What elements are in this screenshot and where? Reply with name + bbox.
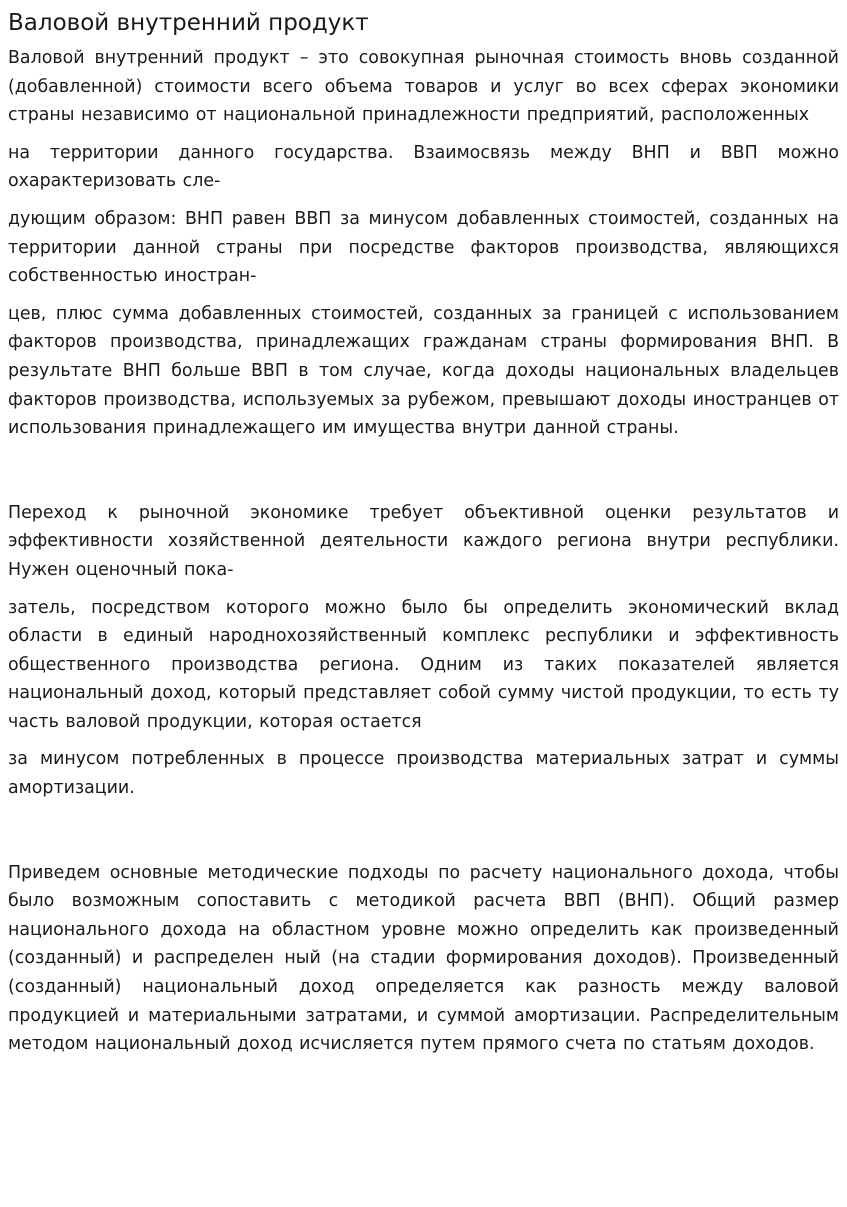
paragraph-gnp-comparison: цев, плюс сумма добавленных стоимостей, созданных за границей с использованием факторов производства, принадлежащих гражданам страны формирования ВНП. В результате ВНП больше ВВП в том случае, когда доходы национальных владельцев факторов производства, используемых за рубежом, превышают доходы иностранцев от использования принадлежащего им имущества внутри данной страны.: [8, 303, 839, 439]
paragraph-gdp-definition: Валовой внутренний продукт – это совокупная рыночная стоимость вновь созданной (добавленной) стоимости всего объема товаров и услуг во всех сферах экономики страны независимо от национальной принадлежности предприятий, расположенных: [8, 48, 839, 126]
paragraph-material-costs: за минусом потребленных в процессе производства материальных затрат и суммы амортизации.: [8, 749, 839, 799]
paragraph-national-income: затель, посредством которого можно было бы определить экономический вклад области в единый народнохозяйственный комплекс республики и эффективность общественного производства региона. Одним из таких показателей является национальный доход, который представляет собой сумму чистой продукции, то есть ту часть валовой продукции, которая остается: [8, 597, 839, 732]
page-title: Валовой внутренний продукт: [8, 10, 369, 36]
section-spacer: [8, 812, 839, 859]
section-spacer: [8, 452, 839, 499]
paragraph-methodology: Приведем основные методические подходы по расчету национального дохода, чтобы было возможным сопоставить с методикой расчета ВВП (ВНП). Общий размер национального дохода на областном уровне можно определить как произведенный (созданный) и распределен ный (на стадии формирования доходов). Произведенный (созданный) национальный доход определяется как разность между валовой продукцией и материальными затратами, и суммой амортизации. Распределительным методом национальный доход исчисляется путем прямого счета по статьям доходов.: [8, 862, 839, 1055]
paragraph-gnp-gdp-relation: на территории данного государства. Взаимосвязь между ВНП и ВВП можно охарактеризовать сле-: [8, 142, 839, 192]
paragraph-market-transition: Переход к рыночной экономике требует объективной оценки результатов и эффективности хозяйственной деятельности каждого региона внутри республики. Нужен оценочный пока-: [8, 502, 839, 580]
paragraph-gnp-formula: дующим образом: ВНП равен ВВП за минусом добавленных стоимостей, созданных на территории данной страны при посредстве факторов производства, являющихся собственностью иностран-: [8, 208, 839, 287]
